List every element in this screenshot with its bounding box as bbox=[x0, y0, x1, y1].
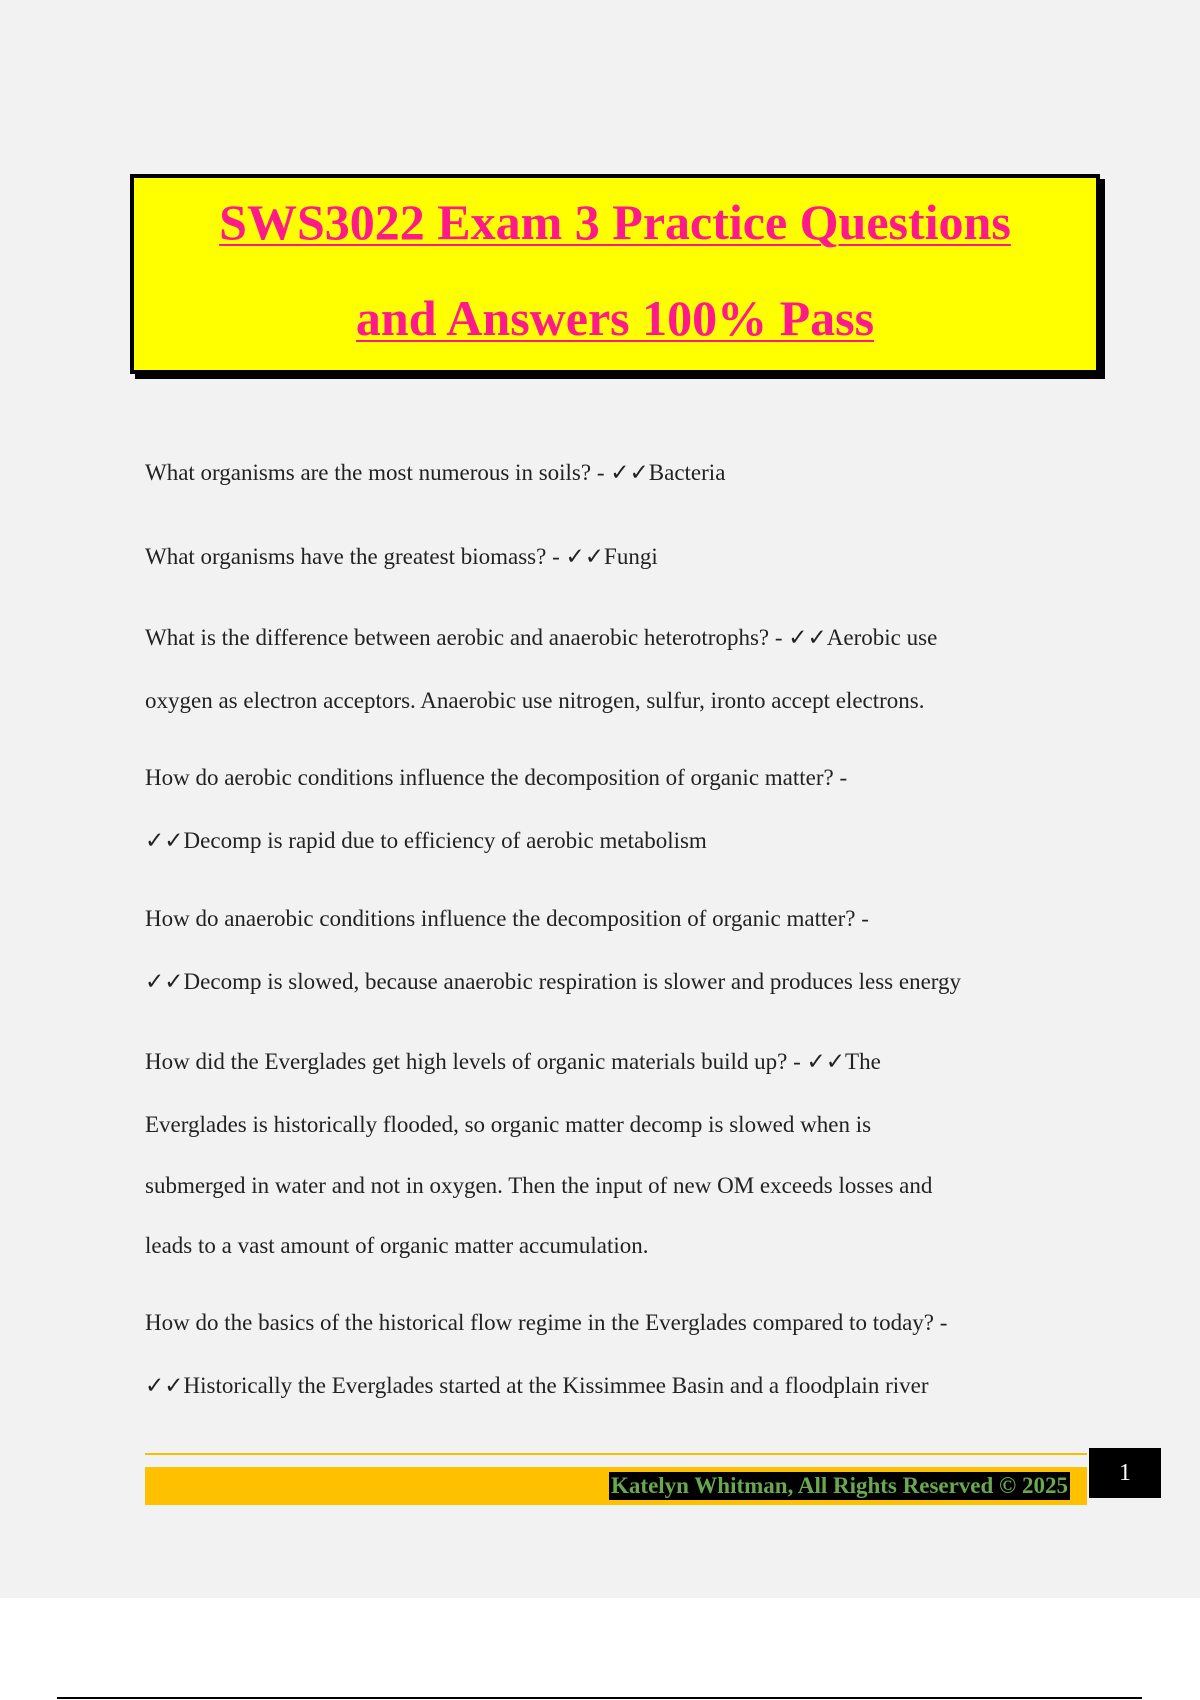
text-line: ✓✓Decomp is slowed, because anaerobic respiration is slower and produces less energy bbox=[145, 969, 962, 994]
title-box bbox=[130, 174, 1100, 374]
page-number: 1 bbox=[1089, 1448, 1161, 1498]
text-line: What is the difference between aerobic and anaerobic heterotrophs? - ✓✓Aerobic use bbox=[145, 625, 938, 650]
text-line: What organisms have the greatest biomass? - ✓✓Fungi bbox=[145, 544, 658, 569]
text-line: How do the basics of the historical flow regime in the Everglades compared to today? - bbox=[145, 1310, 948, 1335]
text-line: How do anaerobic conditions influence the decomposition of organic matter? - bbox=[145, 906, 869, 931]
text-line: Everglades is historically flooded, so organic matter decomp is slowed when is bbox=[145, 1112, 872, 1137]
text-line: submerged in water and not in oxygen. Then the input of new OM exceeds losses and bbox=[145, 1173, 933, 1198]
text-line: ✓✓Historically the Everglades started at the Kissimmee Basin and a floodplain river bbox=[145, 1373, 929, 1398]
text-line: oxygen as electron acceptors. Anaerobic use nitrogen, sulfur, ironto accept electrons. bbox=[145, 688, 925, 713]
text-line: What organisms are the most numerous in soils? - ✓✓Bacteria bbox=[145, 460, 726, 485]
footer-copyright: Katelyn Whitman, All Rights Reserved © 2025 bbox=[611, 1473, 1068, 1498]
text-line: How do aerobic conditions influence the decomposition of organic matter? - bbox=[145, 765, 848, 790]
document-title-line-1: SWS3022 Exam 3 Practice Questions bbox=[219, 194, 1011, 250]
text-line: leads to a vast amount of organic matter accumulation. bbox=[145, 1233, 649, 1258]
footer-bar bbox=[145, 1467, 1087, 1505]
document-title-line-2: and Answers 100% Pass bbox=[355, 290, 875, 346]
text-line: How did the Everglades get high levels of organic materials build up? - ✓✓The bbox=[145, 1049, 881, 1074]
bottom-divider bbox=[57, 1697, 1142, 1699]
footer-rule bbox=[145, 1453, 1087, 1455]
text-line: ✓✓Decomp is rapid due to efficiency of aerobic metabolism bbox=[145, 828, 707, 853]
